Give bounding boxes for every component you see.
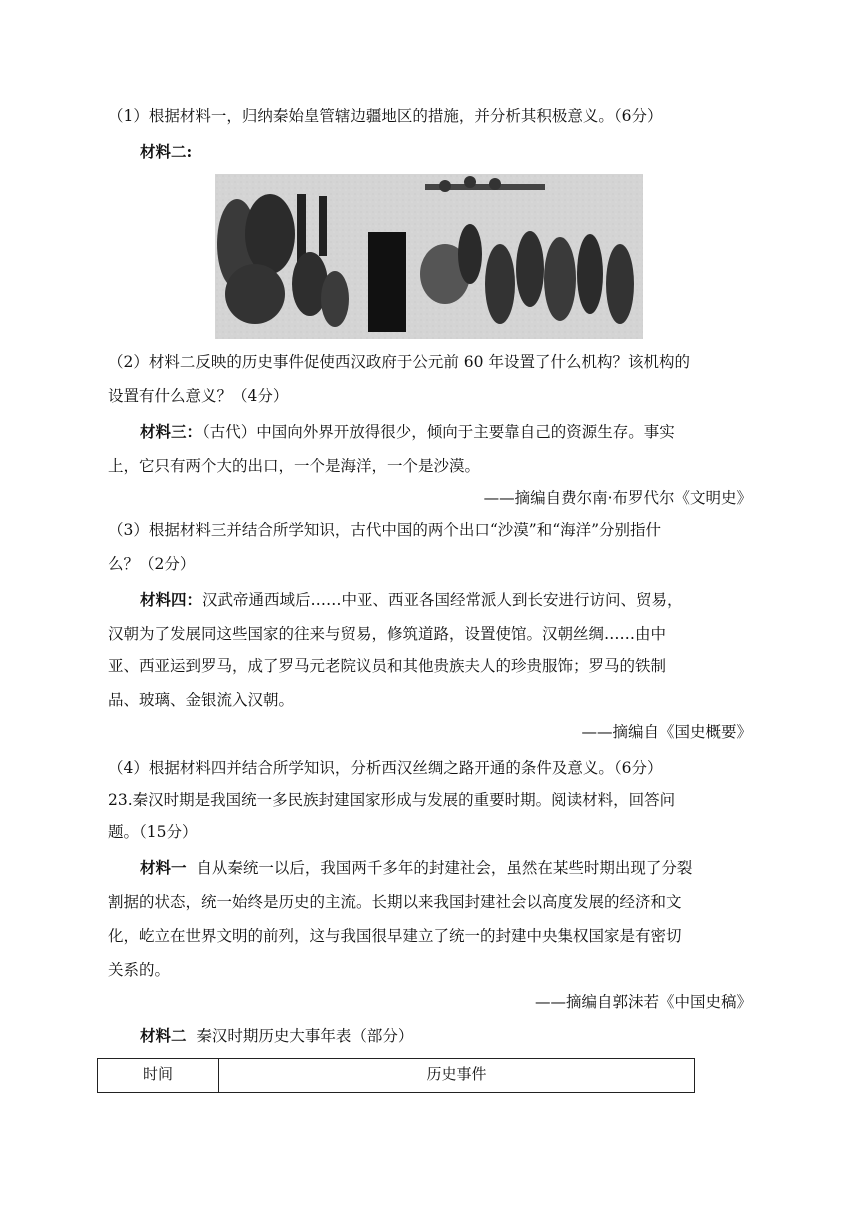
section-1-line-4: 关系的。 <box>108 961 171 979</box>
question-4: （4）根据材料四并结合所学知识，分析西汉丝绸之路开通的条件及意义。（6分） <box>108 759 663 777</box>
section-1-line-3: 化，屹立在世界文明的前列，这与我国很早建立了统一的封建中央集权国家是有密切 <box>108 927 682 945</box>
section-1-label: 材料一 <box>140 858 187 877</box>
mural-image <box>215 174 643 339</box>
section-2-text: 秦汉时期历史大事年表（部分） <box>196 1027 414 1045</box>
mural-illustration-icon <box>215 174 643 339</box>
question-3-line-2: 么？（2分） <box>108 555 196 573</box>
material-4-line-3: 亚、西亚运到罗马，成了罗马元老院议员和其他贵族夫人的珍贵服饰；罗马的铁制 <box>108 657 667 675</box>
material-2-label: 材料二: <box>140 142 193 161</box>
table-header-time: 时间 <box>142 1065 173 1083</box>
question-2-line-1: （2）材料二反映的历史事件促使西汉政府于公元前 60 年设置了什么机构？该机构的 <box>108 353 690 371</box>
material-3-line-1: （古代）中国向外界开放得很少，倾向于主要靠自己的资源生存。事实 <box>202 423 675 441</box>
section-1-line-2: 割据的状态，统一始终是历史的主流。长期以来我国封建社会以高度发展的经济和文 <box>108 893 682 911</box>
question-2-line-2: 设置有什么意义？（4分） <box>108 387 289 405</box>
question-3-line-1: （3）根据材料三并结合所学知识，古代中国的两个出口“沙漠”和“海洋”分别指什 <box>108 521 662 539</box>
material-4-line-1: 汉武帝通西域后……中亚、西亚各国经常派人到长安进行访问、贸易， <box>202 591 683 609</box>
events-table <box>97 1058 695 1093</box>
material-4-line-4: 品、玻璃、金银流入汉朝。 <box>108 691 295 709</box>
material-4-line-2: 汉朝为了发展同这些国家的往来与贸易，修筑道路，设置使馆。汉朝丝绸……由中 <box>108 625 667 643</box>
material-4-source: ——摘编自《国史概要》 <box>581 723 752 741</box>
section-1-source: ——摘编自郭沫若《中国史稿》 <box>534 993 752 1011</box>
material-3-line-2: 上，它只有两个大的出口，一个是海洋，一个是沙漠。 <box>108 457 481 475</box>
question-23-line-2: 题。（15分） <box>108 823 198 841</box>
section-1-line-1: 自从秦统一以后，我国两千多年的封建社会，虽然在某些时期出现了分裂 <box>196 859 693 877</box>
section-2-label: 材料二 <box>140 1026 187 1045</box>
material-3-source: ——摘编自费尔南·布罗代尔《文明史》 <box>483 489 752 507</box>
material-4-label: 材料四： <box>140 590 203 609</box>
question-23-line-1: 23.秦汉时期是我国统一多民族封建国家形成与发展的重要时期。阅读材料，回答问 <box>108 791 676 809</box>
table-header-event: 历史事件 <box>426 1065 487 1083</box>
question-1: （1）根据材料一，归纳秦始皇管辖边疆地区的措施，并分析其积极意义。（6分） <box>108 107 663 125</box>
material-3-label: 材料三： <box>140 422 203 441</box>
